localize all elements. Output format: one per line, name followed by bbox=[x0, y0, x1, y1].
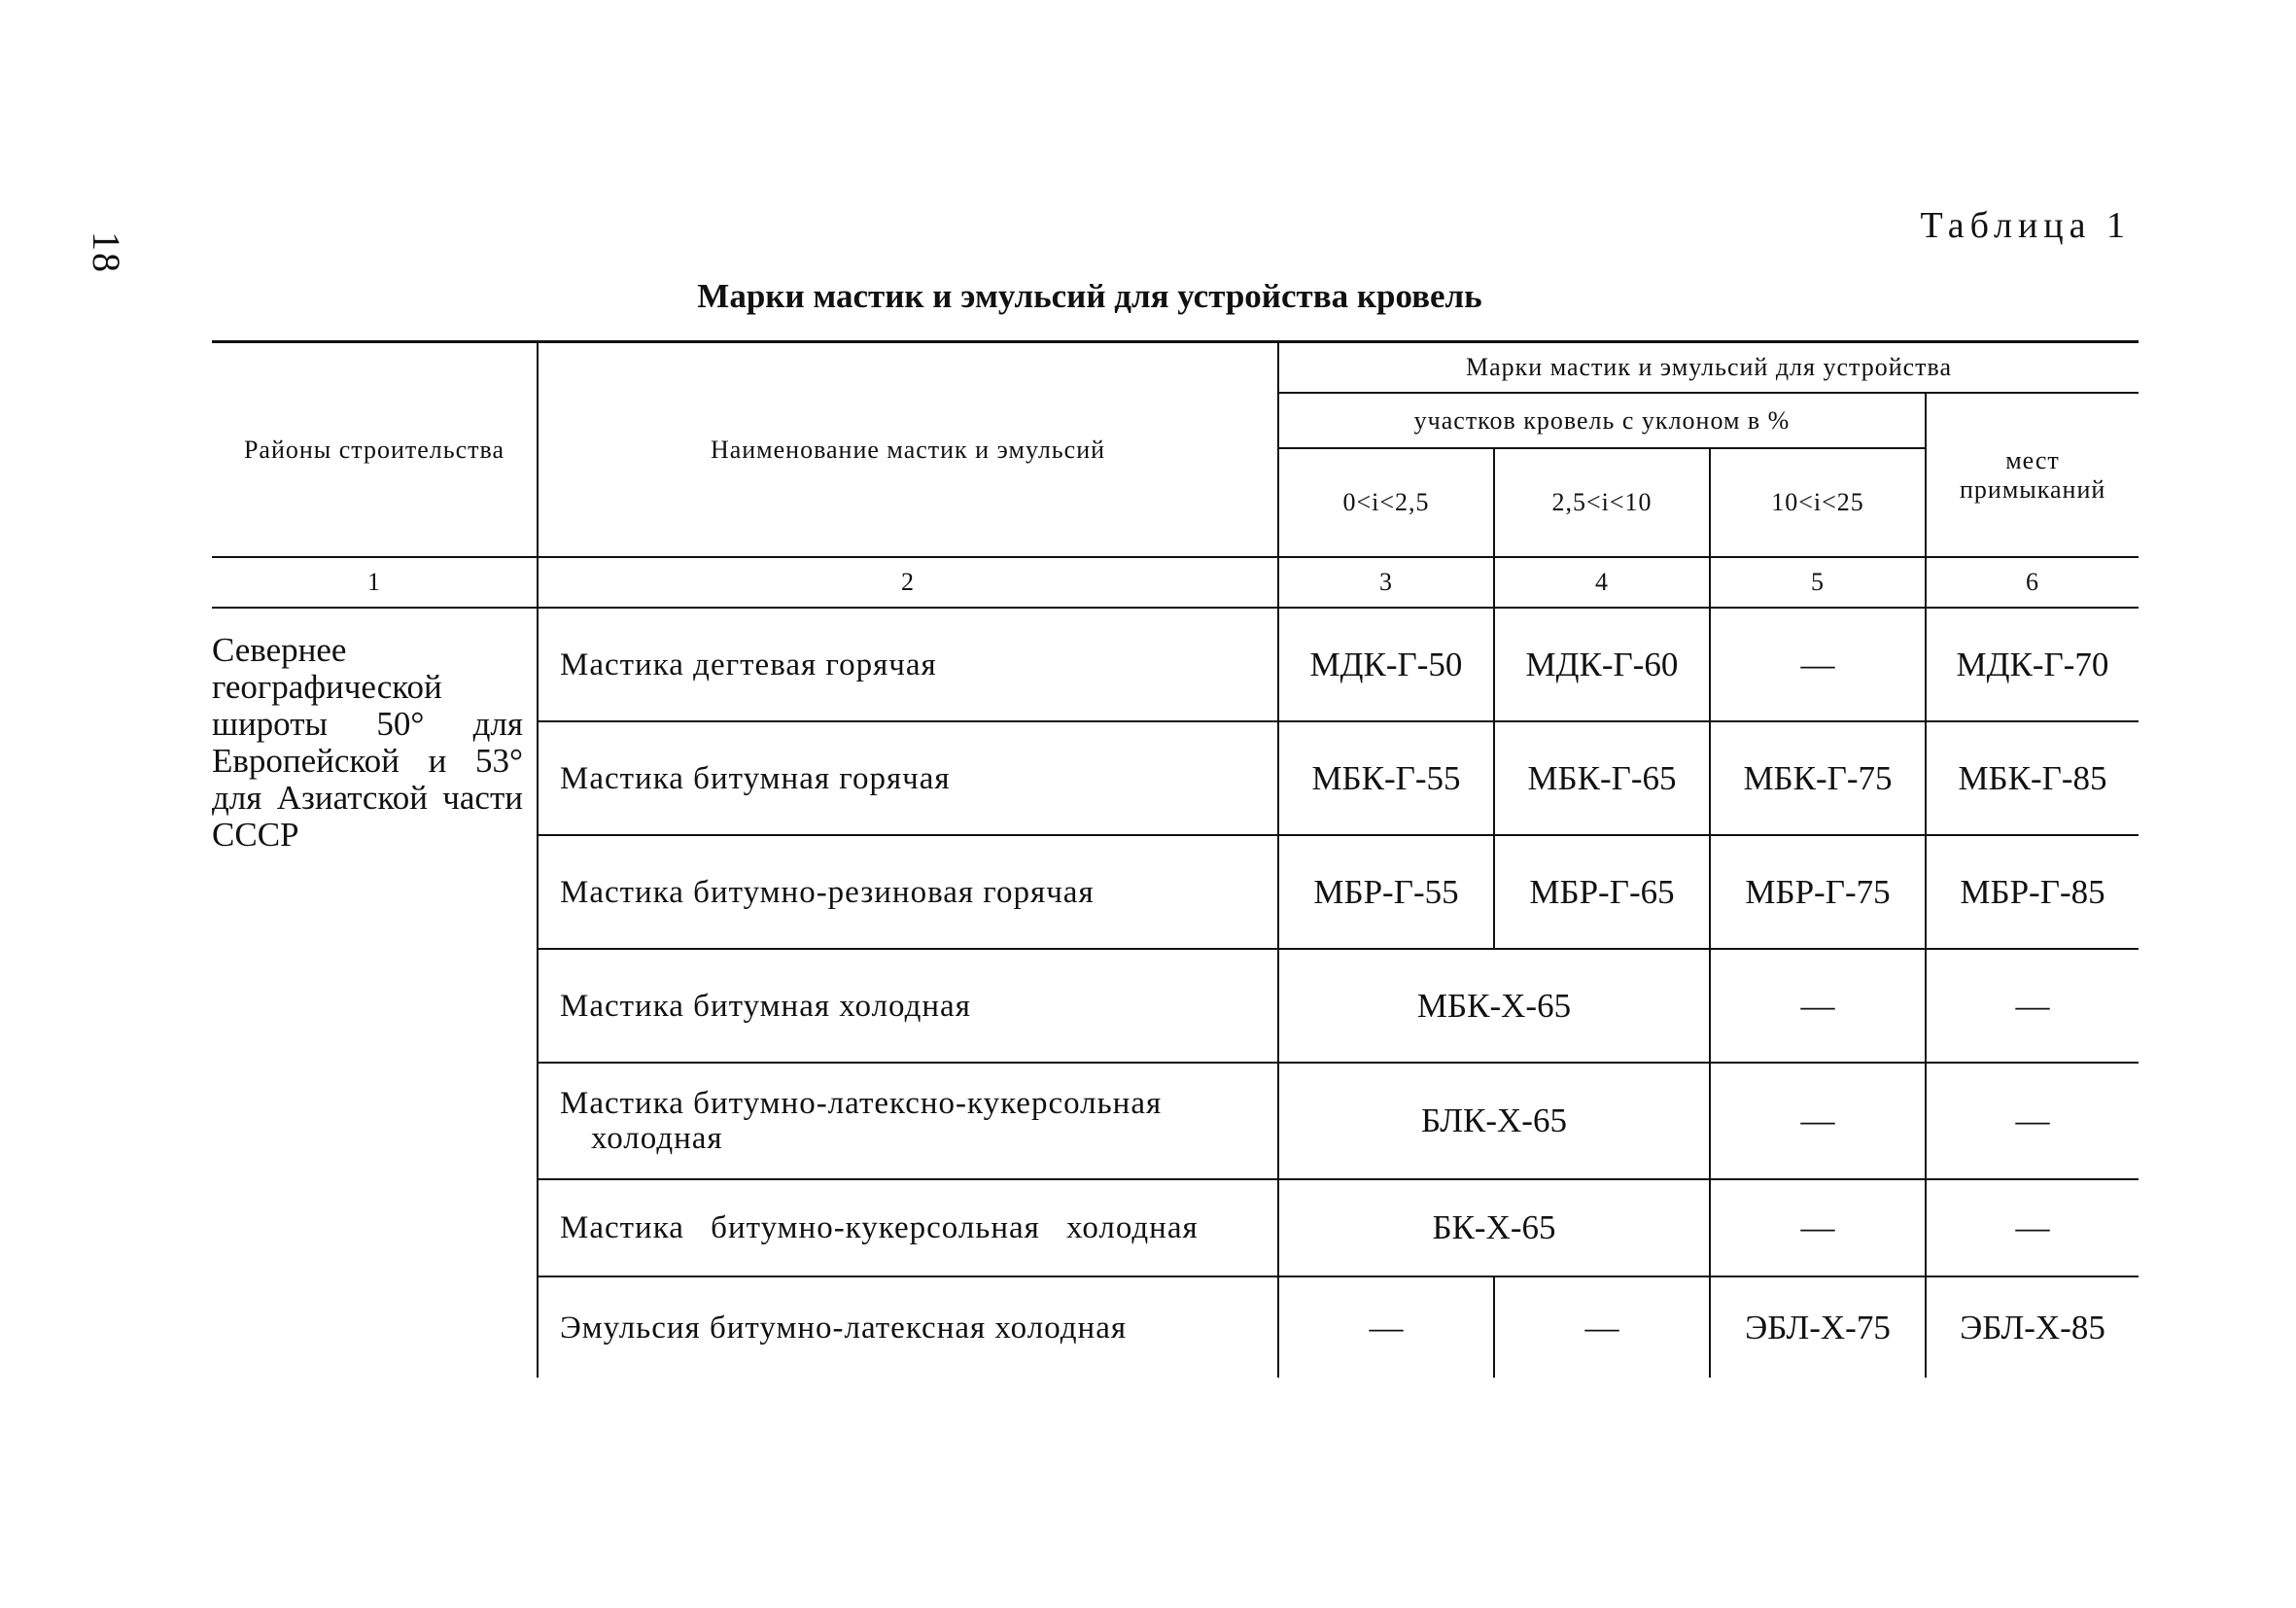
mark-cell: МБР-Г-85 bbox=[1926, 835, 2139, 949]
roofing-mastics-table bbox=[212, 340, 2139, 1378]
col-number-5: 5 bbox=[1710, 557, 1926, 608]
mark-cell: — bbox=[1710, 1179, 1926, 1276]
product-name bbox=[538, 1063, 1278, 1179]
region-cell: Севернее географической широты 50° для Европейской и 53° для Азиатской части СССР bbox=[212, 608, 538, 1378]
product-name: Эмульсия битумно-латексная холодная bbox=[538, 1276, 1278, 1378]
header-slope-2: 2,5<i<10 bbox=[1494, 448, 1710, 557]
mark-cell: — bbox=[1278, 1276, 1494, 1378]
header-group: Марки мастик и эмульсий для устройства bbox=[1278, 342, 2139, 394]
mark-cell: МБК-Г-75 bbox=[1710, 721, 1926, 835]
mark-cell: ЭБЛ-Х-85 bbox=[1926, 1276, 2139, 1378]
mark-cell: МБР-Г-75 bbox=[1710, 835, 1926, 949]
col-number-6: 6 bbox=[1926, 557, 2139, 608]
product-name-line2: холодная bbox=[591, 1121, 723, 1156]
product-name: Мастика битумная горячая bbox=[538, 721, 1278, 835]
mark-cell: МДК-Г-50 bbox=[1278, 608, 1494, 721]
mark-cell-merged: БК-Х-65 bbox=[1278, 1179, 1710, 1276]
mark-cell: — bbox=[1710, 1063, 1926, 1179]
mark-cell: — bbox=[1926, 1063, 2139, 1179]
table-row bbox=[212, 608, 2139, 721]
table-title-text: Марки мастик и эмульсий для устройства кровель bbox=[697, 277, 1482, 315]
mark-cell: ЭБЛ-Х-75 bbox=[1710, 1276, 1926, 1378]
mark-cell: МДК-Г-60 bbox=[1494, 608, 1710, 721]
header-name: Наименование мастик и эмульсий bbox=[538, 342, 1278, 558]
col-number-4: 4 bbox=[1494, 557, 1710, 608]
mark-cell-merged: БЛК-Х-65 bbox=[1278, 1063, 1710, 1179]
table-label: Таблица 1 bbox=[1920, 205, 2131, 246]
col-number-1: 1 bbox=[212, 557, 538, 608]
mark-cell: — bbox=[1710, 949, 1926, 1063]
mark-cell: — bbox=[1494, 1276, 1710, 1378]
product-name: Мастика дегтевая горячая bbox=[538, 608, 1278, 721]
header-junctions: мест примыканий bbox=[1926, 393, 2139, 557]
mark-cell: МБК-Г-55 bbox=[1278, 721, 1494, 835]
product-name: Мастика битумно-резиновая горячая bbox=[538, 835, 1278, 949]
product-name: Мастика битумная холодная bbox=[538, 949, 1278, 1063]
mark-cell: МБК-Г-85 bbox=[1926, 721, 2139, 835]
mark-cell: — bbox=[1710, 608, 1926, 721]
mark-cell: МБР-Г-65 bbox=[1494, 835, 1710, 949]
mark-cell: — bbox=[1926, 949, 2139, 1063]
product-name: Мастика битумно-кукерсольная холодная bbox=[538, 1179, 1278, 1276]
product-name-line1: Мастика битумно-латексно-кукерсольная bbox=[560, 1086, 1163, 1121]
header-subgroup: участков кровель с уклоном в % bbox=[1278, 393, 1926, 448]
mark-cell: МБР-Г-55 bbox=[1278, 835, 1494, 949]
table-title bbox=[0, 277, 2296, 316]
mark-cell: — bbox=[1926, 1179, 2139, 1276]
mark-cell: МДК-Г-70 bbox=[1926, 608, 2139, 721]
mark-cell-merged: МБК-Х-65 bbox=[1278, 949, 1710, 1063]
header-slope-1: 0<i<2,5 bbox=[1278, 448, 1494, 557]
col-number-2: 2 bbox=[538, 557, 1278, 608]
page-number: 18 bbox=[85, 231, 128, 274]
header-slope-3: 10<i<25 bbox=[1710, 448, 1926, 557]
col-number-3: 3 bbox=[1278, 557, 1494, 608]
header-regions: Районы строительства bbox=[212, 342, 538, 558]
mark-cell: МБК-Г-65 bbox=[1494, 721, 1710, 835]
